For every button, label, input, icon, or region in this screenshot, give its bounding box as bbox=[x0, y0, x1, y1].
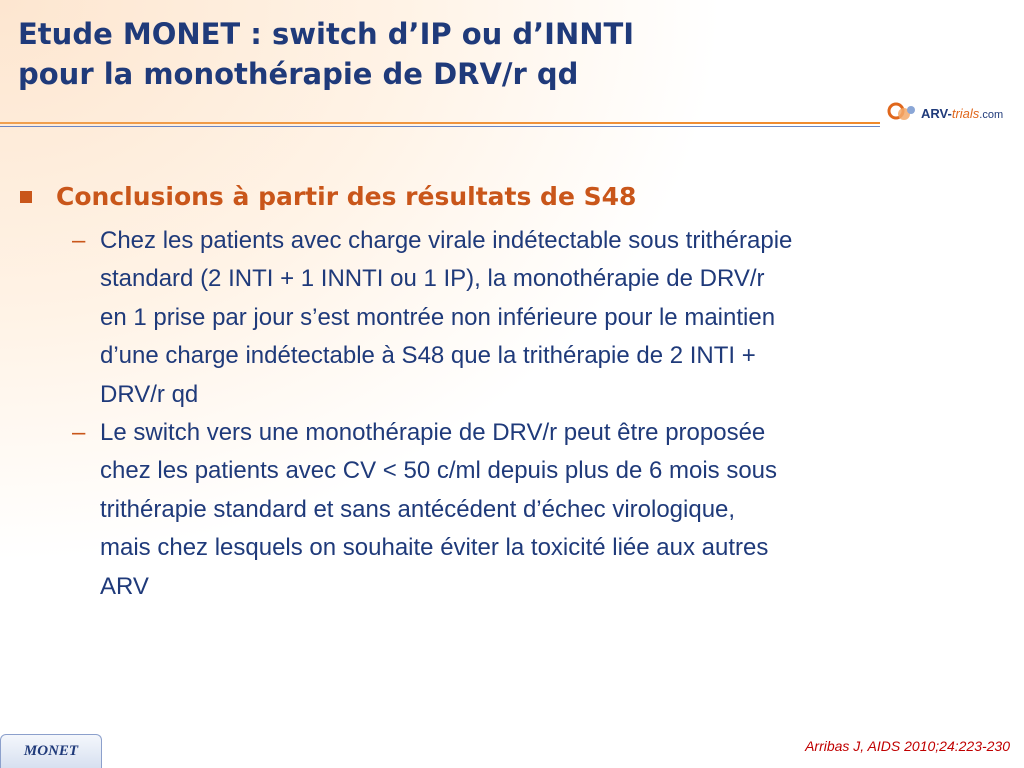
text-line: chez les patients avec CV < 50 c/ml depuis plus de 6 mois sous bbox=[100, 457, 778, 485]
slide-title-line-2: pour la monothérapie de DRV/r qd bbox=[18, 57, 579, 91]
logo-text-com: .com bbox=[979, 108, 1004, 121]
citation: Arribas J, AIDS 2010;24:223-230 bbox=[805, 738, 1010, 754]
sub-bullet-1 bbox=[72, 222, 1008, 414]
sub-bullet-2-text bbox=[100, 414, 1000, 606]
sub-bullet-2 bbox=[72, 414, 1008, 606]
text-line: Chez les patients avec charge virale indétectable sous trithérapie bbox=[100, 227, 793, 254]
arv-trials-logo-icon bbox=[886, 100, 920, 126]
slide-content bbox=[18, 178, 1008, 606]
square-bullet-icon bbox=[20, 191, 32, 203]
arv-trials-logo bbox=[886, 100, 1003, 126]
dash-bullet-icon: – bbox=[72, 419, 86, 447]
text-line: DRV/r qd bbox=[100, 380, 199, 408]
text-line: standard (2 INTI + 1 INNTI ou 1 IP), la monothérapie de DRV/r bbox=[100, 265, 765, 293]
sub-bullet-1-text bbox=[100, 222, 1000, 414]
text-line: Le switch vers une monothérapie de DRV/r peut être proposée bbox=[100, 419, 766, 447]
logo-text bbox=[921, 106, 1003, 121]
title-underline-orange bbox=[0, 122, 880, 124]
text-line: trithérapie standard et sans antécédent d’échec virologique, bbox=[100, 495, 736, 523]
slide-title bbox=[18, 14, 634, 94]
text-line: ARV bbox=[100, 572, 149, 600]
logo-text-arv: ARV- bbox=[921, 105, 952, 121]
study-tab bbox=[0, 734, 102, 768]
slide-title-line-1: Etude MONET : switch d’IP ou d’INNTI bbox=[18, 17, 635, 51]
text-line: en 1 prise par jour s’est montrée non inférieure pour le maintien bbox=[100, 303, 776, 331]
text-line: d’une charge indétectable à S48 que la trithérapie de 2 INTI + bbox=[100, 342, 756, 370]
conclusions-heading: Conclusions à partir des résultats de S48 bbox=[56, 182, 637, 211]
title-underline-blue bbox=[0, 126, 880, 127]
dash-bullet-icon: – bbox=[72, 227, 86, 254]
study-tab-label: MONET bbox=[23, 743, 79, 759]
logo-text-trials: trials bbox=[951, 105, 980, 121]
text-line: mais chez lesquels on souhaite éviter la toxicité liée aux autres bbox=[100, 534, 769, 562]
main-bullet bbox=[18, 178, 1008, 216]
